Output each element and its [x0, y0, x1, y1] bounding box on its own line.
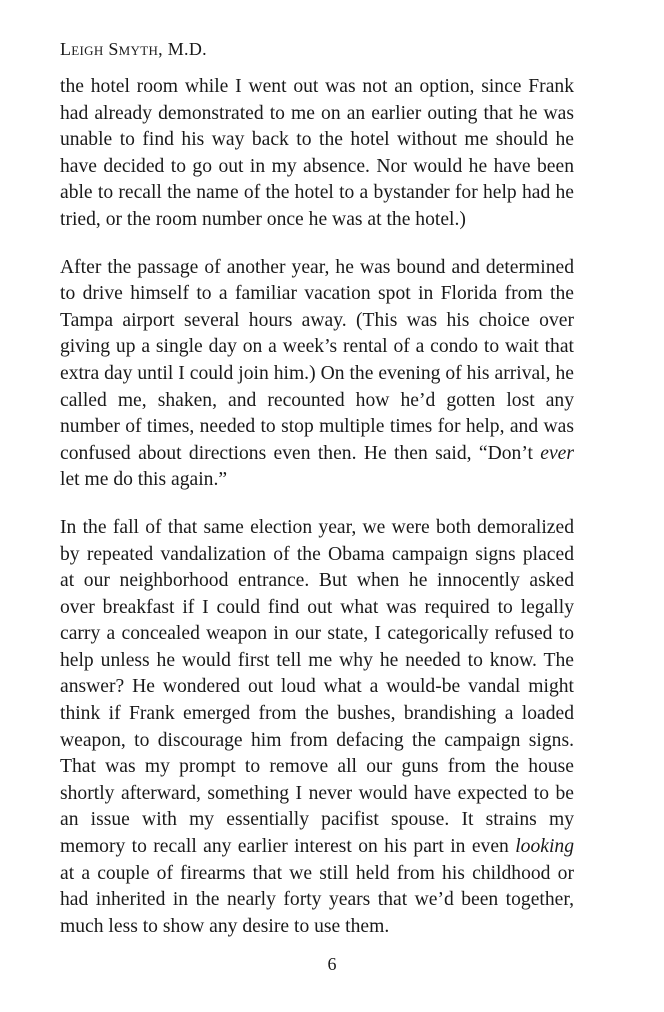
paragraph-text-before: In the fall of that same election year, we were both demoralized by repeated vandalization of the Obama campaign signs placed at our neighborhood entrance. But when he innocently asked over breakfast if I could find out what was required to legally carry a concealed weapon in our state, I categorically refused to help unless he would first tell me why he needed to know. The answer? He wondered out loud what a would-be vandal might think if Frank emerged from the bushes, brandishing a loaded weapon, to discourage him from defacing the campaign signs. That was my prompt to remove all our guns from the house shortly afterward, something I never would have expected to be an issue with my essentially pacifist spouse. It strains my memory to recall any earlier interest on his part in even — [60, 516, 574, 858]
paragraph — [60, 515, 574, 941]
paragraph — [60, 74, 574, 234]
page-number: 6 — [327, 954, 337, 974]
paragraph-emphasis: ever — [540, 442, 574, 464]
paragraph-emphasis: looking — [515, 836, 574, 858]
paragraph-text-after: let me do this again.” — [60, 469, 228, 491]
paragraph-text-after: at a couple of firearms that we still held from his childhood or had inherited in the nearly forty years that we’d been together, much less to show any desire to use them. — [60, 862, 574, 937]
body-text — [60, 74, 574, 940]
paragraph — [60, 255, 574, 494]
paragraph-text-before: After the passage of another year, he was bound and determined to drive himself to a familiar vacation spot in Florida from the Tampa airport several hours away. (This was his choice over giving up a single day on a week’s rental of a condo to wait that extra day until I could join him.) On the evening of his arrival, he called me, shaken, and recounted how he’d gotten lost any number of times, needed to stop multiple times for help, and was confused about directions even then. He then said, “Don’t — [60, 256, 574, 464]
paragraph-text: the hotel room while I went out was not an option, since Frank had already demonstrated to me on an earlier outing that he was unable to find his way back to the hotel without me should he have decided to go out in my absence. Nor would he have been able to recall the name of the hotel to a bystander for help had he tried, or the room number once he was at the hotel.) — [60, 76, 574, 230]
running-head: Leigh Smyth, M.D. — [60, 39, 207, 59]
